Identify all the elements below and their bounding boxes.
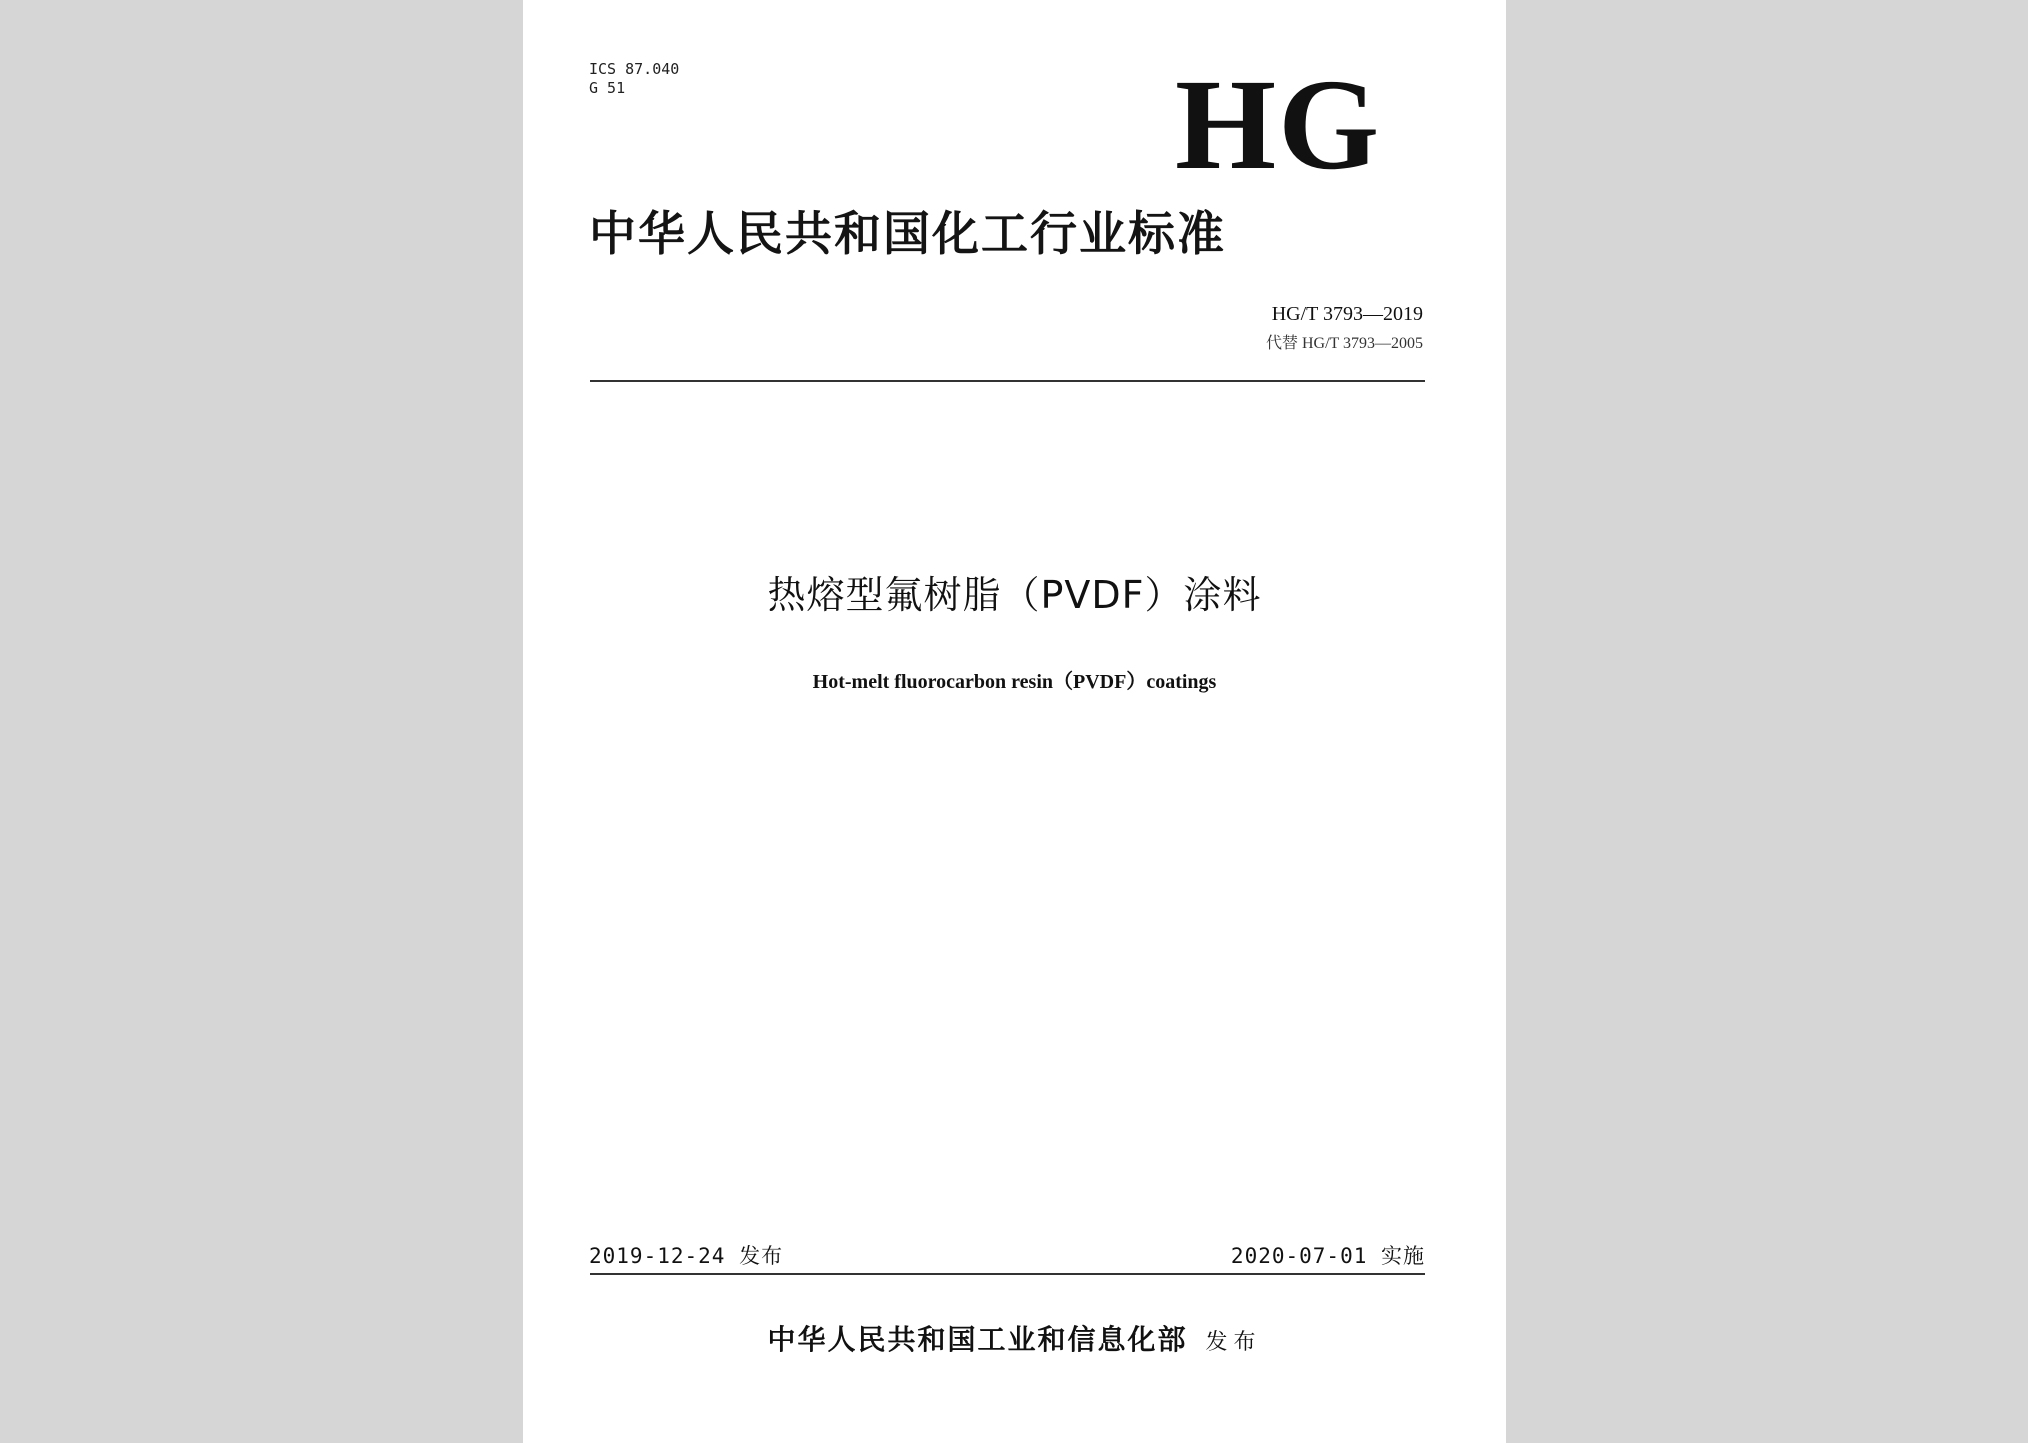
document-title-cn: 热熔型氟树脂（PVDF）涂料 bbox=[767, 573, 1262, 617]
bottom-divider bbox=[590, 1273, 1425, 1275]
ics-code: ICS 87.040 bbox=[589, 60, 680, 78]
ccs-code: G 51 bbox=[589, 79, 626, 97]
issuer-suffix: 发布 bbox=[1205, 1330, 1262, 1355]
issuer-name: 中华人民共和国工业和信息化部 bbox=[767, 1323, 1188, 1356]
classification-codes bbox=[589, 60, 679, 98]
issuer-line bbox=[523, 1322, 1506, 1361]
document-title-en: Hot-melt fluorocarbon resin（PVDF）coatings bbox=[812, 671, 1217, 693]
replaces-standard: 代替 HG/T 3793—2005 bbox=[1265, 335, 1423, 352]
hg-logo: HG bbox=[1175, 53, 1382, 197]
implement-date: 2020-07-01 实施 bbox=[1230, 1244, 1425, 1268]
standard-title: 中华人民共和国化工行业标准 bbox=[589, 207, 1226, 262]
standard-number: HG/T 3793—2019 bbox=[1271, 303, 1423, 325]
issue-date: 2019-12-24 发布 bbox=[589, 1244, 784, 1268]
document-page bbox=[523, 0, 1506, 1443]
top-divider bbox=[590, 380, 1425, 382]
